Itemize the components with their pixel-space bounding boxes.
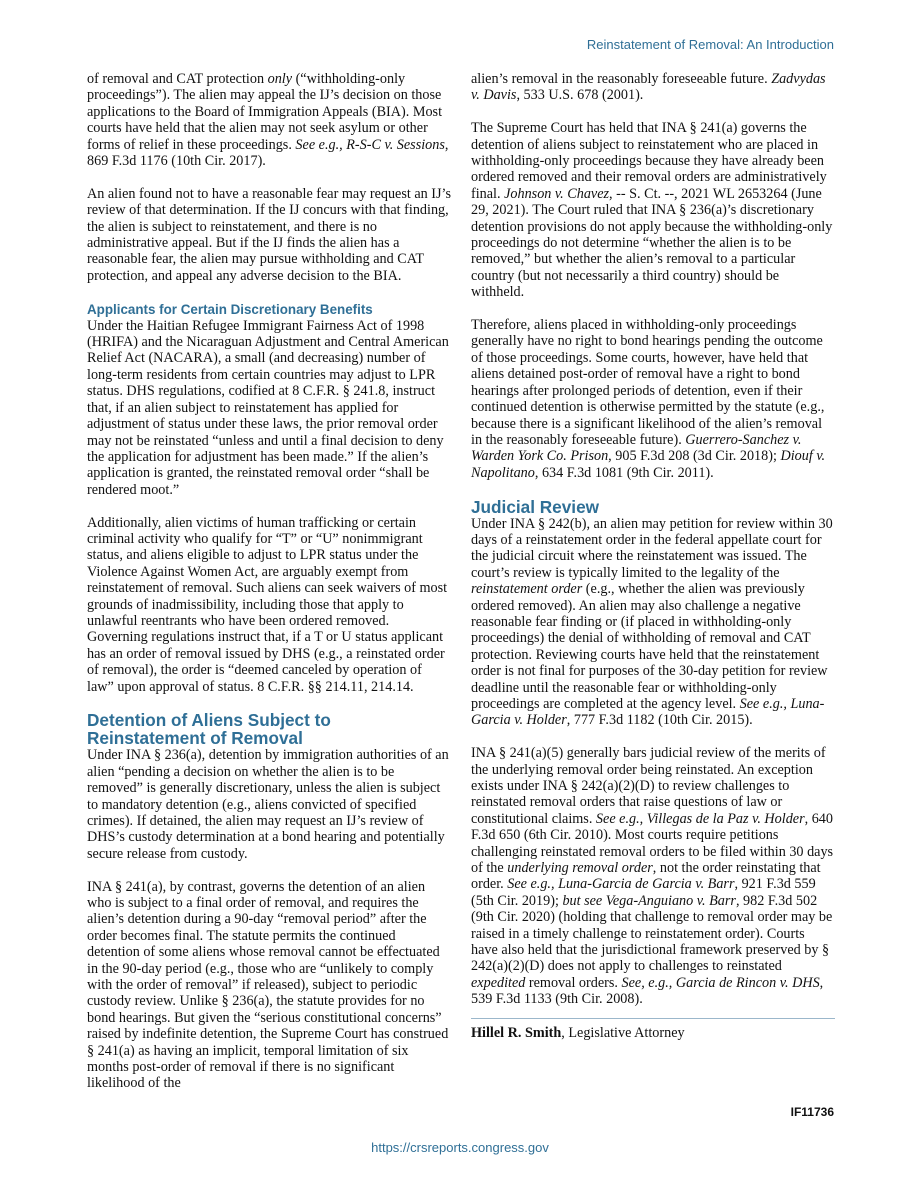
- heading-line: Detention of Aliens Subject to: [87, 710, 331, 731]
- text-run: alien’s removal in the reasonably foreseeable future.: [471, 71, 772, 87]
- text-run: Under INA § 236(a), detention by immigration authorities of an alien “pending a decision on whether the alien is to be removed” is generally discretionary, unless the alien is subject to mandatory detention (e.g., aliens convicted of specified crimes). If detained, the alien may request an IJ’s review of DHS’s custody determination at a bond hearing and potentially secure release from custody.: [87, 747, 449, 862]
- paragraph: [87, 747, 451, 862]
- italic-run: See e.g., Villegas de la Paz v. Holder: [595, 810, 805, 827]
- italic-run: reinstatement order: [471, 581, 583, 598]
- text-run: , 921 F.3d 559 (5th Cir. 2019);: [471, 876, 816, 909]
- text-run: , 905 F.3d 208 (3d Cir. 2018);: [608, 448, 781, 465]
- footer-url[interactable]: https://crsreports.congress.gov: [371, 1140, 549, 1155]
- text-run: of removal and CAT protection: [87, 71, 268, 87]
- text-run: removal orders.: [525, 974, 622, 991]
- document-id: IF11736: [790, 1105, 834, 1119]
- italic-run: Diouf v. Napolitano: [471, 448, 826, 481]
- italic-run: Johnson v. Chavez: [504, 185, 610, 202]
- text-run: (e.g., whether the alien was previously ordered removed). An alien may also challenge a negative reasonable fear finding or (if placed in withholding-only proceedings) the denial of withholding of removal and CAT protection. Reviewing courts have held that the reinstatement order is not final for purposes of the 30-day petition for review deadline until the reasonable fear or withholding-only proceedings are completed at the agency level.: [471, 581, 828, 712]
- paragraph: [87, 318, 451, 498]
- text-run: , not the order reinstating that order.: [471, 860, 821, 893]
- author-byline: [471, 1025, 835, 1041]
- right-column: [471, 71, 835, 1057]
- divider: [471, 1018, 835, 1019]
- text-run: , 539 F.3d 1133 (9th Cir. 2008).: [471, 974, 824, 1008]
- text-run: INA § 241(a), by contrast, governs the detention of an alien who is subject to a final order of removal, and requires the alien’s detention during a 90-day “removal period” after the order becomes final. The statute permits the continued detention of some aliens whose removal cannot be effectuated in the 90-day period (e.g., those who are “unlikely to comply with the order of removal” if released), subject to periodic custody review. Unlike § 236(a), the statute provides for no bond hearings. But given the “serious constitutional concerns” raised by indefinite detention, the Supreme Court has construed § 241(a) as having an implicit, temporal limitation of six months post-order of removal if there is no significant likelihood of the: [87, 878, 449, 1092]
- left-column: [87, 71, 451, 1092]
- heading-line: Reinstatement of Removal: [87, 728, 303, 749]
- italic-run: Guerrero-Sanchez v. Warden York Co. Prison: [471, 431, 802, 465]
- author-name: Hillel R. Smith: [471, 1024, 562, 1041]
- text-run: (“withholding-only proceedings”). The alien may appeal the IJ’s decision on those applications to the Board of Immigration Appeals (BIA). Most courts have held that the alien may not seek asylum or other forms of relief in these proceedings.: [87, 71, 443, 153]
- author-title: , Legislative Attorney: [561, 1024, 685, 1041]
- section-heading-judicial-review: Judicial Review: [471, 496, 600, 517]
- text-run: , 640 F.3d 650 (6th Cir. 2010). Most courts require petitions challenging reinstated removal orders to be filed within 30 days of the: [471, 810, 834, 877]
- text-run: Under INA § 242(b), an alien may petition for review within 30 days of a reinstatement order in the federal appellate court for the judicial circuit where the reinstatement was issued. The court’s review is typically limited to the legality of the: [471, 515, 833, 581]
- italic-run: See e.g., Luna-Garcia v. Holder: [471, 695, 825, 729]
- text-run: INA § 241(a)(5) generally bars judicial review of the merits of the underlying removal order being reinstated. An exception exists under INA § 242(a)(2)(D) to review challenges to reinstated removal orders that raise questions of law or constitutional claims.: [471, 745, 826, 827]
- subheading-discretionary-benefits: Applicants for Certain Discretionary Benefits: [87, 301, 373, 317]
- running-header-title: Reinstatement of Removal: An Introduction: [586, 37, 834, 52]
- paragraph: [87, 515, 451, 695]
- text-run: , 533 U.S. 678 (2001).: [516, 87, 644, 104]
- italic-run: underlying removal order: [507, 860, 653, 877]
- text-run: , -- S. Ct. --, 2021 WL 2653264 (June 29, 2021). The Court ruled that INA § 236(a)’s discretionary detention provisions do not apply because the withholding-only proceedings do not determine “whether the alien is to be removed,” but whether the alien’s removal to a particular country (but not necessarily a third country) should be withheld.: [471, 185, 833, 301]
- paragraph: [471, 317, 835, 481]
- italic-run: Zadvydas v. Davis: [471, 71, 826, 104]
- italic-run: See, e.g., Garcia de Rincon v. DHS: [621, 974, 820, 991]
- text-run: , 634 F.3d 1081 (9th Cir. 2011).: [534, 464, 714, 481]
- paragraph: [87, 879, 451, 1092]
- paragraph: [87, 71, 451, 169]
- paragraph: [471, 745, 835, 1008]
- paragraph: [471, 71, 835, 104]
- text-run: An alien found not to have a reasonable fear may request an IJ’s review of that determination. If the IJ concurs with that finding, the alien is subject to reinstatement, and there is no administrative appeal. But if the IJ finds the alien has a reasonable fear, the alien may pursue withholding and CAT protection, and appeal any adverse decision to the BIA.: [87, 185, 452, 284]
- text-run: , 777 F.3d 1182 (10th Cir. 2015).: [566, 712, 753, 729]
- italic-run: but see Vega-Anguiano v. Barr: [562, 892, 736, 909]
- text-run: Under the Haitian Refugee Immigrant Fairness Act of 1998 (HRIFA) and the Nicaraguan Adjustment and Central American Relief Act (NACARA), a small (and decreasing) number of long-term residents from certain countries may adjust to LPR status. DHS regulations, codified at 8 C.F.R. § 241.8, instruct that, if an alien subject to reinstatement has applied for adjustment of status under these laws, the prior removal order may not be reinstated “unless and until a final decision to deny the application for adjustment has been made.” If the alien’s application is granted, the reinstated removal order “shall be rendered moot.”: [87, 317, 449, 498]
- italic-run: See e.g., Luna-Garcia de Garcia v. Barr: [507, 876, 735, 893]
- paragraph: [87, 186, 451, 284]
- text-run: , 982 F.3d 502 (9th Cir. 2020) (holding that challenge to removal order may be raised in a timely challenge to reinstatement order). Courts have also held that the jurisdictional framework preserved by § 242(a)(2)(D) does not apply to challenges to reinstated: [471, 892, 833, 975]
- italic-run: expedited: [471, 974, 526, 991]
- text-run: Additionally, alien victims of human trafficking or certain criminal activity who qualify for “T” or “U” nonimmigrant status, and aliens eligible to adjust to LPR status under the Violence Against Women Act, are arguably exempt from reinstatement of removal. Such aliens can seek waivers of most grounds of inadmissibility, including those that apply to unlawful reentrants who have been ordered removed. Governing regulations instruct that, if a T or U status applicant has an order of removal issued by DHS (e.g., a reinstated order of removal), the order is “deemed canceled by operation of law” upon approval of status. 8 C.F.R. §§ 214.11, 214.14.: [87, 514, 448, 695]
- section-heading-detention: [87, 711, 451, 747]
- paragraph: [471, 120, 835, 300]
- text-run: , 869 F.3d 1176 (10th Cir. 2017).: [87, 136, 449, 170]
- paragraph: [471, 516, 835, 729]
- text-run: Therefore, aliens placed in withholding-only proceedings generally have no right to bond hearings pending the outcome of those proceedings. Some courts, however, have held that aliens detained post-order of removal have a right to bond hearings after prolonged periods of detention, even if their continued detention is otherwise permitted by the statute (e.g., because there is a significant likelihood of the alien’s removal in the reasonably foreseeable future).: [471, 317, 825, 448]
- text-run: The Supreme Court has held that INA § 241(a) governs the detention of aliens subject to reinstatement who are placed in withholding-only proceedings because they have already been ordered removed and their removal orders are administratively final.: [471, 120, 827, 202]
- italic-run: See e.g., R-S-C v. Sessions: [295, 136, 445, 153]
- italic-run: only: [267, 71, 293, 87]
